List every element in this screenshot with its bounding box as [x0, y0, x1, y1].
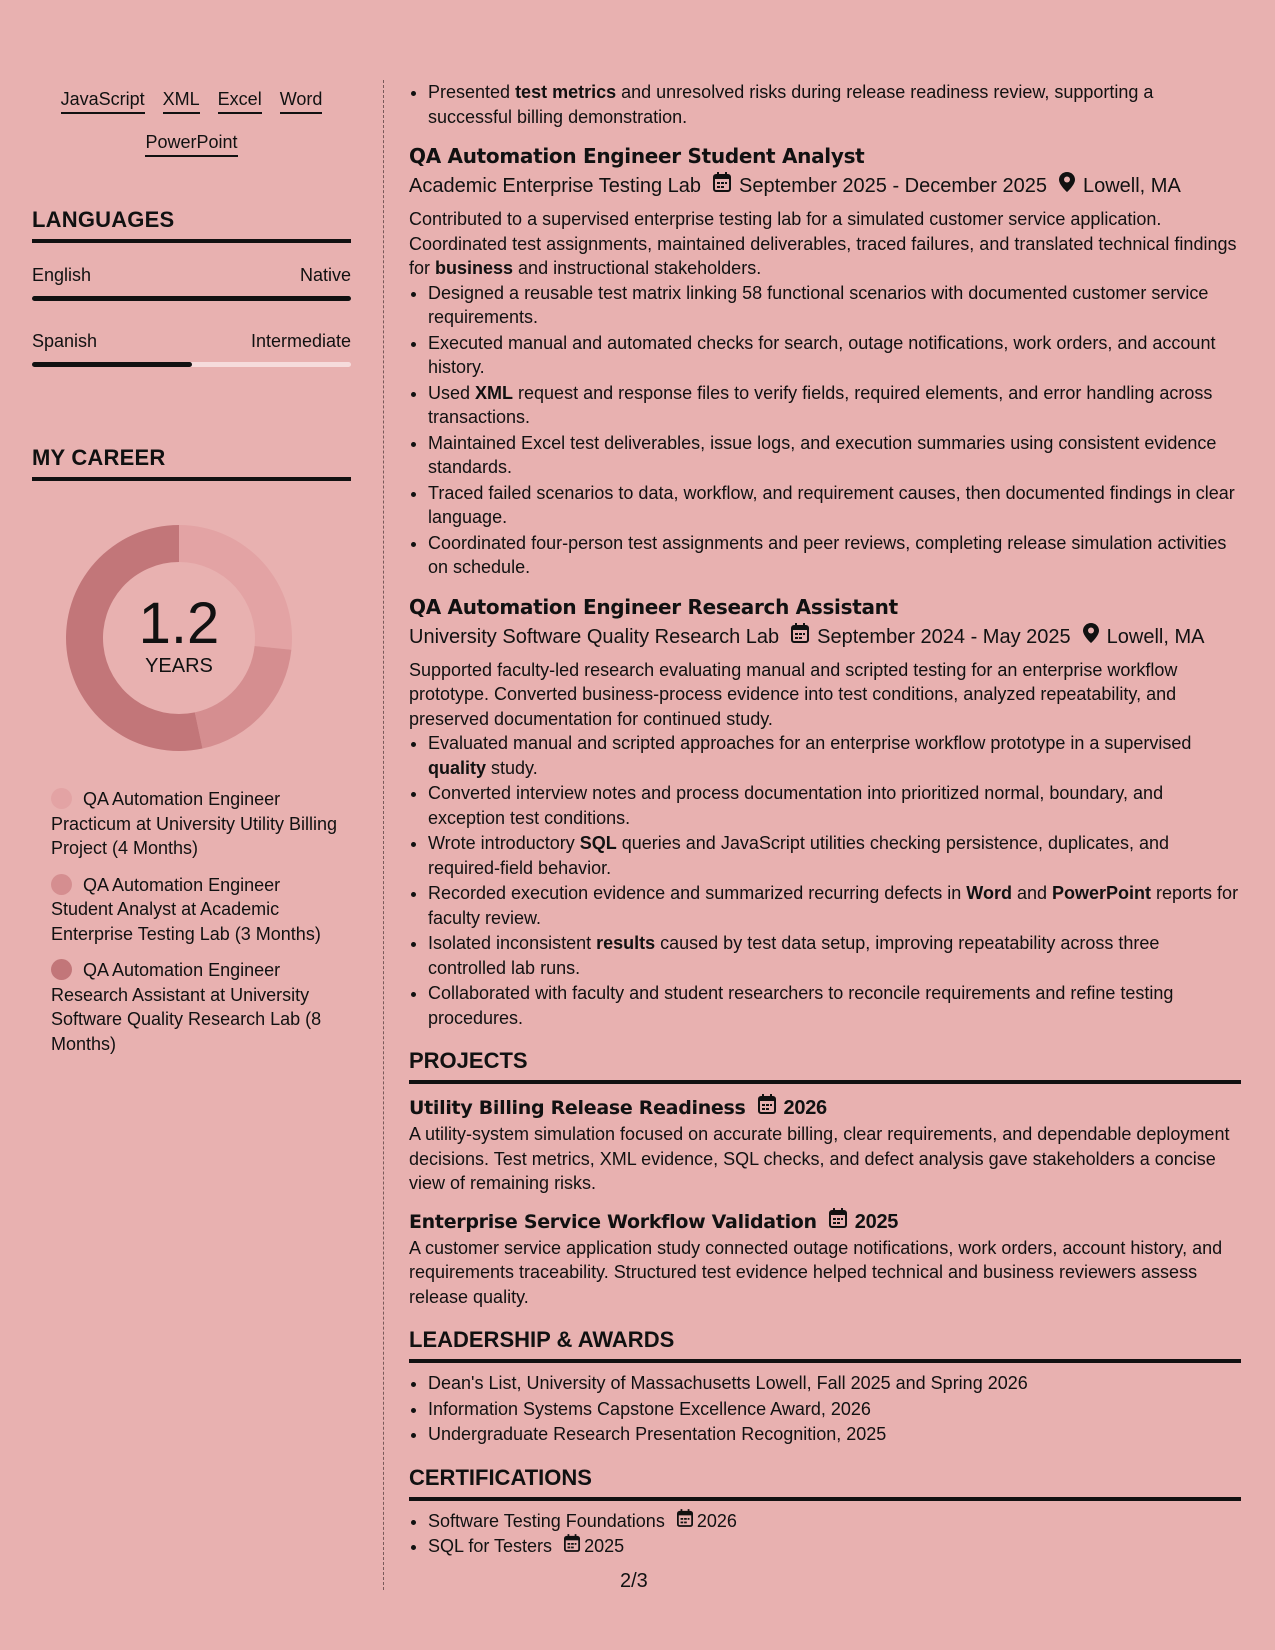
- bullet-item: • Recorded execution evidence and summarized recurring defects in Word and PowerPoint reports for faculty review.: [428, 881, 1241, 930]
- certifications-list: [409, 1509, 1241, 1559]
- career-total: 1.2: [138, 591, 220, 656]
- calendar-icon: [829, 1208, 847, 1236]
- job-bullets: [409, 281, 1241, 580]
- language-bar: [32, 296, 351, 301]
- legend-dot: [51, 874, 72, 895]
- job-org: University Software Quality Research Lab: [409, 625, 780, 648]
- career-heading: MY CAREER: [32, 445, 351, 481]
- language-level: Intermediate: [250, 331, 351, 351]
- sidebar: [32, 0, 351, 1068]
- awards-heading: LEADERSHIP & AWARDS: [409, 1327, 1241, 1363]
- bullet-item: • Converted interview notes and process documentation into prioritized normal, boundary, and exception test conditions.: [428, 781, 1241, 830]
- project-year: 2025: [854, 1210, 899, 1233]
- skill-tag: JavaScript: [61, 89, 145, 114]
- location-pin-icon: [1059, 171, 1075, 201]
- award-item: • Information Systems Capstone Excellence Award, 2026: [428, 1397, 1241, 1422]
- language-bar: [32, 362, 351, 367]
- project-title: Utility Billing Release Readiness: [409, 1097, 746, 1119]
- job-meta: [409, 171, 1241, 201]
- language-item: [32, 265, 351, 301]
- projects-section: [409, 1048, 1241, 1309]
- bullet-item: • Traced failed scenarios to data, workflow, and requirement causes, then documented findings in clear language.: [428, 481, 1241, 530]
- certifications-heading: CERTIFICATIONS: [409, 1465, 1241, 1501]
- project-title-row: [409, 1208, 1241, 1236]
- bullet-item: • Evaluated manual and scripted approaches for an enterprise workflow prototype in a supervised quality study.: [428, 731, 1241, 780]
- language-level: Native: [299, 265, 351, 285]
- project-description: A customer service application study connected outage notifications, work orders, account history, and requirements traceability. Structured test evidence helped technical and business reviewers assess release quality.: [409, 1237, 1223, 1307]
- job-org: Academic Enterprise Testing Lab: [409, 175, 702, 197]
- project-title-row: [409, 1094, 1241, 1122]
- career-legend-item: QA Automation Engineer Practicum at University Utility Billing Project (4 Months): [51, 789, 338, 858]
- bullet-item: • Coordinated four-person test assignments and peer reviews, completing release simulation activities on schedule.: [428, 531, 1241, 580]
- certifications-section: [409, 1465, 1241, 1559]
- awards-list: [409, 1371, 1241, 1447]
- job-dates: September 2025 - December 2025: [739, 175, 1047, 197]
- job-meta: [409, 622, 1241, 652]
- skill-tag: Word: [280, 89, 323, 114]
- award-item: • Undergraduate Research Presentation Recognition, 2025: [428, 1422, 1241, 1447]
- languages-section: [32, 207, 351, 367]
- job-description: Supported faculty-led research evaluating manual and scripted testing for an enterprise workflow prototype. Converted business-process evidence into test conditions, analyzed repeatability, and preserved documentation for continued study.: [409, 659, 1178, 729]
- career-unit: YEARS: [145, 655, 213, 677]
- skill-tag: Excel: [218, 89, 262, 114]
- job-bullets: [409, 731, 1241, 1030]
- language-item: [32, 331, 351, 367]
- certification-item: • Software Testing Foundations 2026: [428, 1509, 1241, 1534]
- calendar-icon: [758, 1094, 776, 1122]
- job-title: QA Automation Engineer Student Analyst: [409, 144, 865, 168]
- column-divider: [383, 80, 384, 1590]
- career-section: [32, 445, 351, 1056]
- bullet-item: • Used XML request and response files to verify fields, required elements, and error handling across transactions.: [428, 381, 1241, 430]
- skill-tag: PowerPoint: [145, 132, 237, 157]
- legend-dot: [51, 788, 72, 809]
- career-legend-item: QA Automation Engineer Research Assistant at University Software Quality Research Lab (8 Months): [51, 960, 322, 1054]
- bullet-item: • Collaborated with faculty and student researchers to reconcile requirements and refine testing procedures.: [428, 981, 1241, 1030]
- main-column: [409, 80, 1241, 1560]
- job-location: Lowell, MA: [1106, 625, 1205, 648]
- job-location: Lowell, MA: [1082, 175, 1181, 197]
- language-bar-fill: [32, 362, 192, 367]
- legend-dot: [51, 959, 72, 980]
- project-title: Enterprise Service Workflow Validation: [409, 1210, 817, 1233]
- career-donut: [64, 523, 294, 753]
- location-pin-icon: [1083, 622, 1099, 652]
- projects-heading: PROJECTS: [409, 1048, 1241, 1084]
- bullet-item: • Presented test metrics and unresolved risks during release readiness review, supporting a successful billing demonstration.: [428, 80, 1241, 129]
- job-dates: September 2024 - May 2025: [817, 625, 1071, 648]
- calendar-icon: [677, 1509, 693, 1534]
- job-entry: [409, 141, 1241, 580]
- page-number: 2/3: [620, 1570, 648, 1592]
- job-title: QA Automation Engineer Research Assistant: [409, 594, 898, 619]
- calendar-icon: [564, 1534, 580, 1559]
- project-year: 2026: [783, 1097, 827, 1119]
- bullet-item: • Isolated inconsistent results caused by test data setup, improving repeatability across three controlled lab runs.: [428, 931, 1241, 980]
- bullet-item: • Executed manual and automated checks for search, outage notifications, work orders, and account history.: [428, 331, 1241, 380]
- bullet-item: • Maintained Excel test deliverables, issue logs, and execution summaries using consistent evidence standards.: [428, 431, 1241, 480]
- previous-job-bullets: [409, 80, 1241, 129]
- career-legend-item: QA Automation Engineer Student Analyst at Academic Enterprise Testing Lab (3 Months): [51, 874, 321, 944]
- bullet-item: • Designed a reusable test matrix linking 58 functional scenarios with documented customer service requirements.: [428, 281, 1241, 330]
- languages-heading: LANGUAGES: [32, 207, 351, 243]
- calendar-icon: [713, 171, 731, 201]
- certification-item: • SQL for Testers 2025: [428, 1534, 1241, 1559]
- job-entry: [409, 592, 1241, 1031]
- bullet-item: • Wrote introductory SQL queries and JavaScript utilities checking persistence, duplicates, and required-field behavior.: [428, 831, 1241, 880]
- awards-section: [409, 1327, 1241, 1447]
- career-legend: [32, 787, 341, 1056]
- language-name: English: [32, 265, 92, 285]
- job-description: Contributed to a supervised enterprise testing lab for a simulated customer service application. Coordinated test assignments, maintained deliverables, traced failures, and translated technical findings for business and instructional stakeholders.: [409, 209, 1237, 278]
- skill-tag: XML: [163, 89, 200, 114]
- project-description: A utility-system simulation focused on accurate billing, clear requirements, and dependable deployment decisions. Test metrics, XML evidence, SQL checks, and defect analysis gave stakeholders a concise view of remaining risks.: [409, 1124, 1230, 1193]
- skills-list: [32, 89, 351, 157]
- language-name: Spanish: [32, 331, 98, 351]
- language-bar-fill: [32, 296, 351, 301]
- calendar-icon: [791, 622, 809, 652]
- award-item: • Dean's List, University of Massachusetts Lowell, Fall 2025 and Spring 2026: [428, 1371, 1241, 1396]
